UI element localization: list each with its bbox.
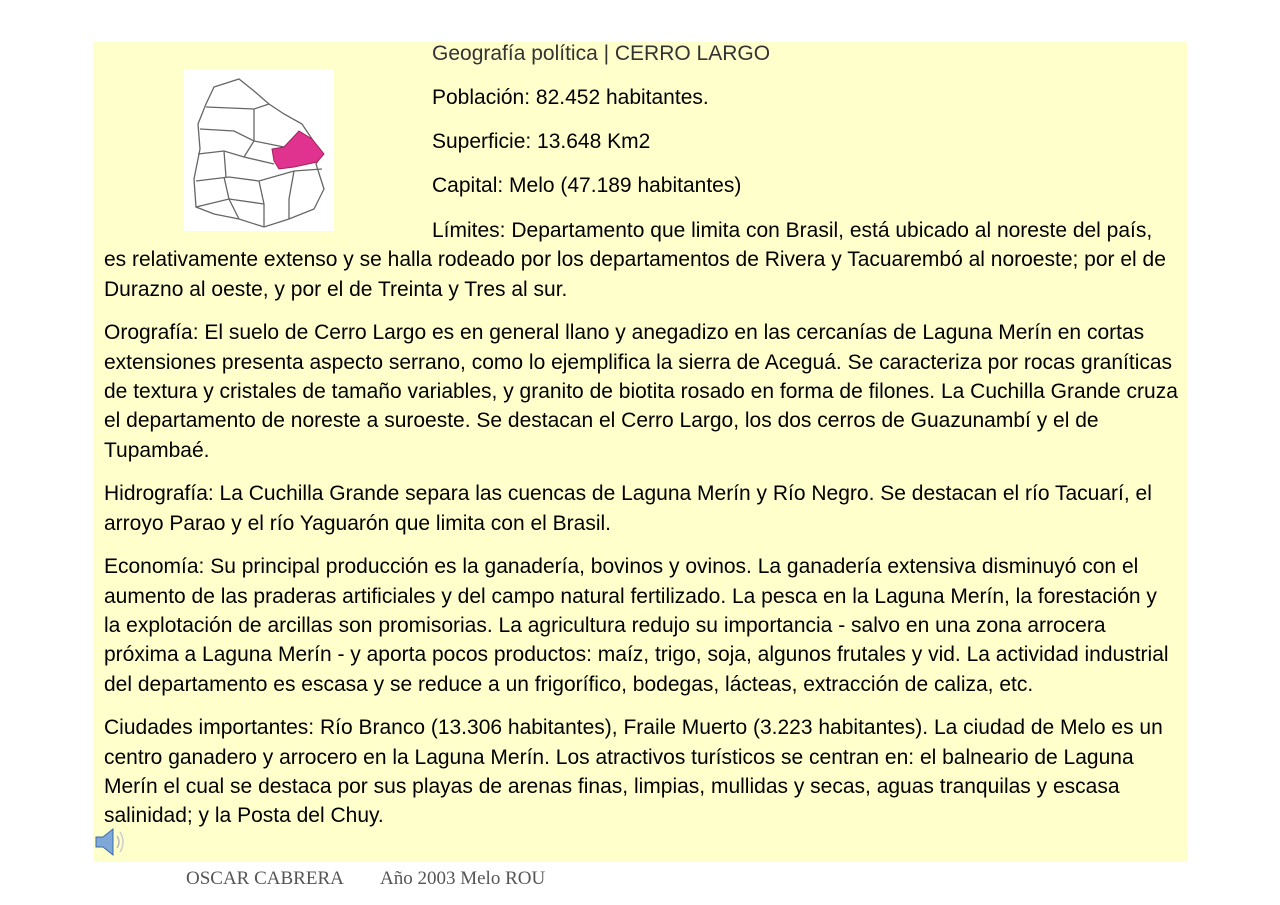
uruguay-map-highlight-cerro-largo — [184, 69, 334, 231]
orografia-paragraph: Orografía: El suelo de Cerro Largo es en general llano y anegadizo en las cercanías de Laguna Merín en cortas extensiones presenta aspecto serrano, como lo ejemplifica la sierra de Aceguá. Se caracteriza por rocas graníticas de textura y cristales de tamaño variables, y granito de biotita rosado en forma de filones. La Cuchilla Grande cruza el departamento de noreste a suroeste. Se destacan el Cerro Largo, los dos cerros de Guazunambí y el de Tupambaé. — [104, 321, 1178, 462]
capital-text: Capital: Melo (47.189 habitantes) — [432, 174, 742, 197]
superficie-text: Superficie: 13.648 Km2 — [432, 130, 651, 153]
ciudades-paragraph: Ciudades importantes: Río Branco (13.306 habitantes), Fraile Muerto (3.223 habitantes). La ciudad de Melo es un centro ganadero y arrocero en la Laguna Merín. Los atractivos turísticos se centran en: el balneario de Laguna Merín el cual se destaca por sus playas de arenas finas, limpias, mullidas y secas, aguas tranquilas y escasa salinidad; y la Posta del Chuy. — [104, 716, 1163, 828]
page-title: Geografía política | CERRO LARGO — [432, 42, 771, 65]
year-place-credit: Año 2003 Melo ROU — [380, 868, 546, 889]
speaker-icon[interactable] — [93, 825, 127, 859]
limites-paragraph: Límites: Departamento que limita con Brasil, está ubicado al noreste del país, es relativamente extenso y se halla rodeado por los departamentos de Rivera y Tacuarembó al noroeste; por el de Durazno al oeste, y por el de Treinta y Tres al sur. — [104, 219, 1166, 301]
slide — [93, 42, 1187, 862]
hidrografia-paragraph: Hidrografía: La Cuchilla Grande separa las cuencas de Laguna Merín y Río Negro. Se destacan el río Tacuarí, el arroyo Parao y el río Yaguarón que limita con el Brasil. — [104, 482, 1152, 535]
body-text — [104, 216, 1179, 845]
economia-paragraph: Economía: Su principal producción es la ganadería, bovinos y ovinos. La ganadería extensiva disminuyó con el aumento de las praderas artificiales y del campo natural fertilizado. La pesca en la Laguna Merín, la forestación y la explotación de arcillas son promisorias. La agricultura redujo su importancia - salvo en una zona arrocera próxima a Laguna Merín - y aporta pocos productos: maíz, trigo, soja, algunos frutales y vid. La actividad industrial del departamento es escasa y se reduce a un frigorífico, bodegas, lácteas, extracción de caliza, etc. — [104, 555, 1169, 696]
author-credit: OSCAR CABRERA — [186, 868, 344, 889]
poblacion-text: Población: 82.452 habitantes. — [432, 86, 709, 109]
